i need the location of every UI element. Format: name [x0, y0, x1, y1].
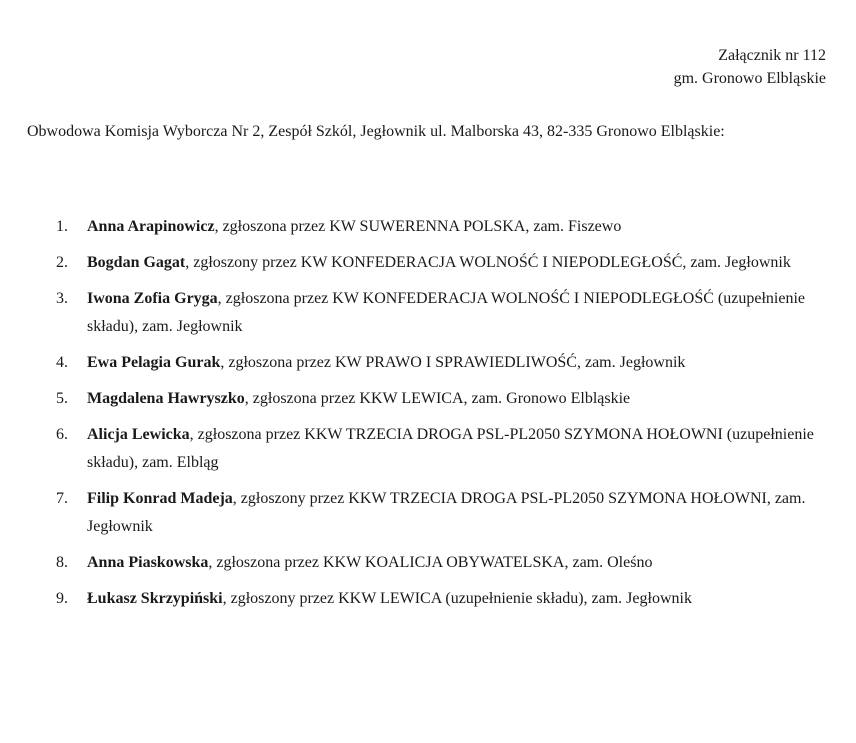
list-item	[0, 385, 856, 413]
list-item	[0, 249, 856, 277]
member-name: Anna Piaskowska	[87, 554, 209, 571]
member-details: , zgłoszona przez KKW KOALICJA OBYWATELSKA, zam. Oleśno	[208, 554, 653, 571]
member-details: , zgłoszony przez KW KONFEDERACJA WOLNOŚĆ I NIEPODLEGŁOŚĆ, zam. Jegłownik	[185, 254, 791, 271]
member-details: , zgłoszona przez KW KONFEDERACJA WOLNOŚĆ I NIEPODLEGŁOŚĆ (uzupełnienie składu), zam. Jegłownik	[87, 290, 805, 335]
member-name: Filip Konrad Madeja	[87, 490, 233, 507]
item-number: 3.	[56, 290, 68, 307]
member-details: , zgłoszony przez KKW TRZECIA DROGA PSL-PL2050 SZYMONA HOŁOWNI, zam. Jegłownik	[87, 490, 806, 535]
member-details: , zgłoszony przez KKW LEWICA (uzupełnienie składu), zam. Jegłownik	[222, 590, 692, 607]
member-details: , zgłoszona przez KW PRAWO I SPRAWIEDLIWOŚĆ, zam. Jegłownik	[220, 354, 686, 371]
member-name: Iwona Zofia Gryga	[87, 290, 218, 307]
member-details: , zgłoszona przez KKW TRZECIA DROGA PSL-PL2050 SZYMONA HOŁOWNI (uzupełnienie składu), zam. Elbląg	[87, 426, 814, 471]
member-details: , zgłoszona przez KW SUWERENNA POLSKA, zam. Fiszewo	[214, 218, 622, 235]
list-item	[0, 285, 856, 341]
committee-description: Obwodowa Komisja Wyborcza Nr 2, Zespół Szkól, Jegłownik ul. Malborska 43, 82-335 Gronowo Elbląskie:	[27, 123, 725, 140]
list-item	[0, 349, 856, 377]
document-header	[674, 44, 826, 90]
item-number: 6.	[56, 426, 68, 443]
item-number: 1.	[56, 218, 68, 235]
attachment-number: Załącznik nr 112	[718, 47, 826, 64]
member-name: Łukasz Skrzypiński	[87, 590, 223, 607]
list-item	[0, 485, 856, 541]
member-list	[0, 213, 856, 621]
member-name: Alicja Lewicka	[87, 426, 190, 443]
item-number: 8.	[56, 554, 68, 571]
list-item	[0, 585, 856, 613]
member-name: Bogdan Gagat	[87, 254, 186, 271]
member-name: Anna Arapinowicz	[87, 218, 215, 235]
item-number: 2.	[56, 254, 68, 271]
list-item	[0, 421, 856, 477]
item-number: 7.	[56, 490, 68, 507]
list-item	[0, 549, 856, 577]
member-details: , zgłoszona przez KKW LEWICA, zam. Gronowo Elbląskie	[244, 390, 631, 407]
item-number: 4.	[56, 354, 68, 371]
list-item	[0, 213, 856, 241]
item-number: 5.	[56, 390, 68, 407]
item-number: 9.	[56, 590, 68, 607]
member-name: Ewa Pelagia Gurak	[87, 354, 221, 371]
municipality-name: gm. Gronowo Elbląskie	[673, 70, 826, 87]
member-name: Magdalena Hawryszko	[87, 390, 245, 407]
